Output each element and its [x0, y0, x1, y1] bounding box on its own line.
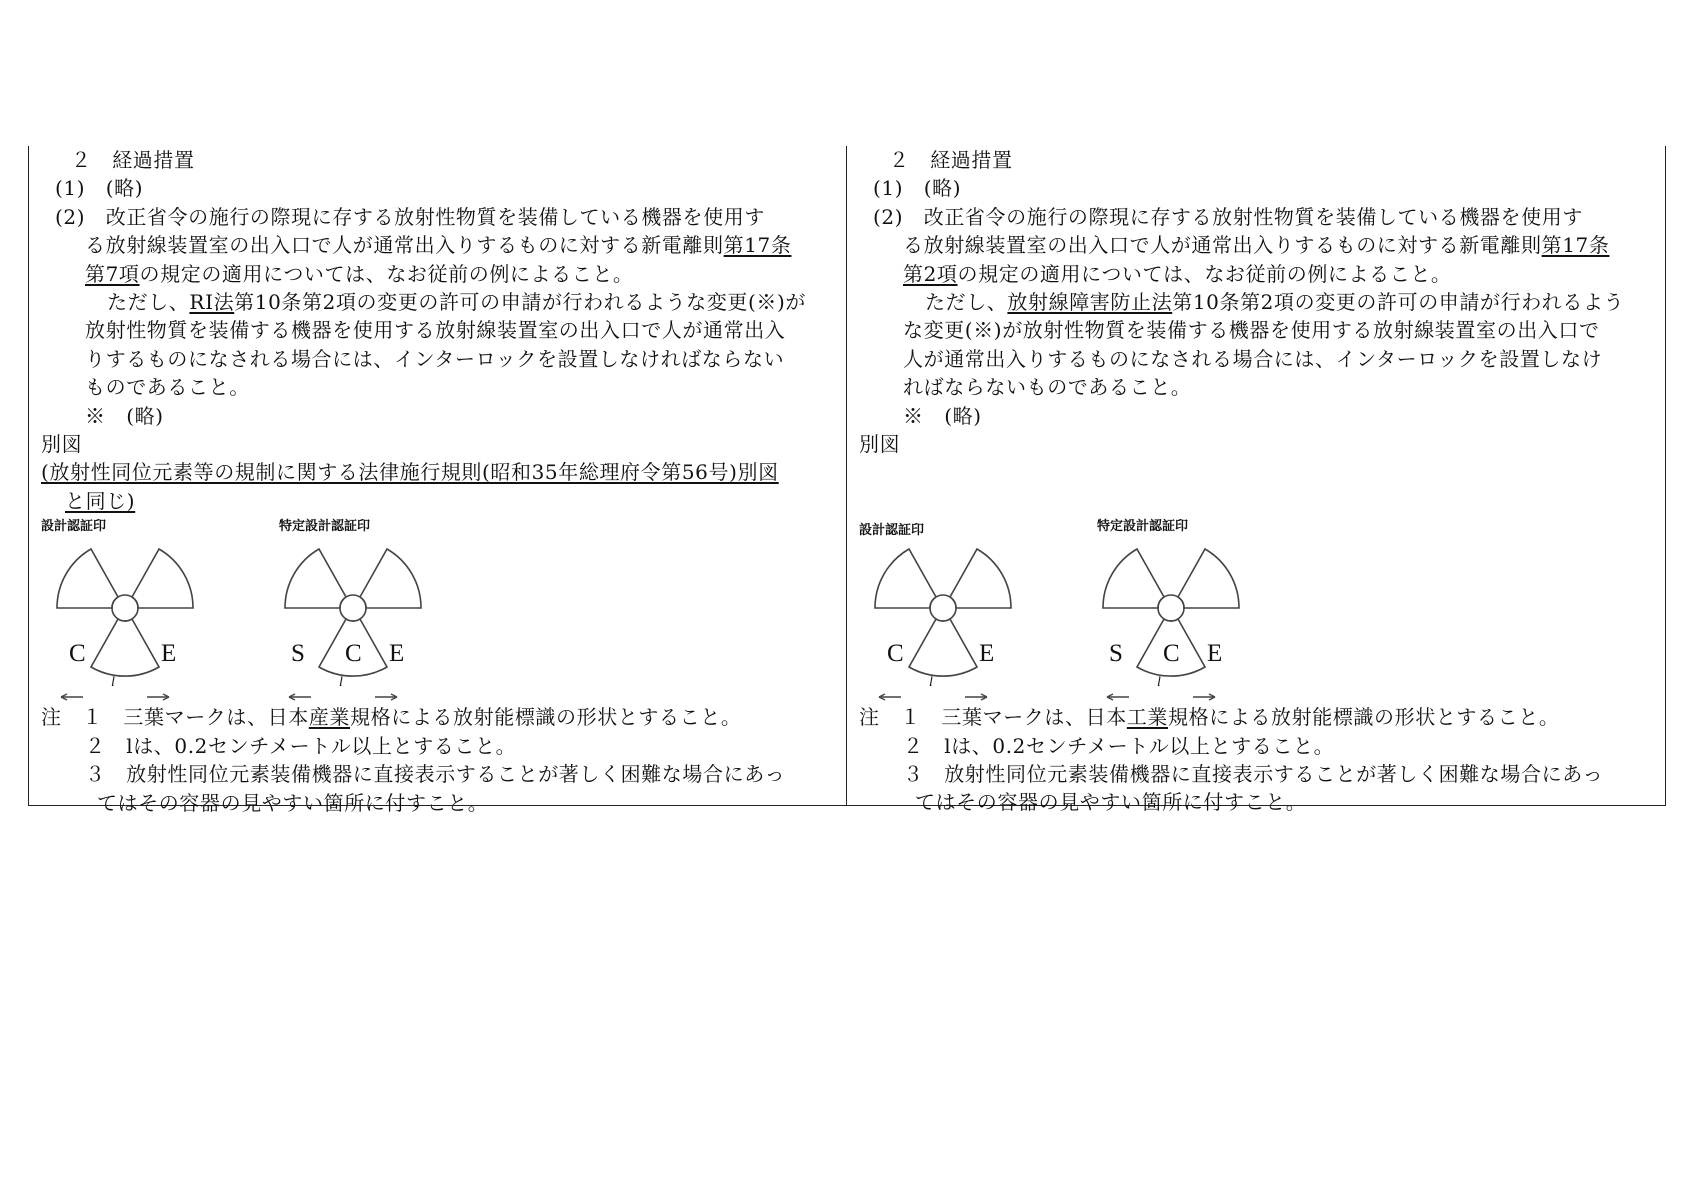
- left-column: [29, 146, 847, 815]
- item-2-line-1: (2) 改正省令の施行の際現に存する放射性物質を装備している機器を使用す: [873, 204, 1583, 229]
- item-1: (1) (略): [873, 176, 962, 201]
- right-column: [847, 146, 1665, 815]
- proviso-text: 第10条第2項の変更の許可の申請が行われるような変更(※)が: [234, 290, 806, 315]
- fig-title: 設計認証印: [859, 523, 925, 539]
- fig-title: 特定設計認証印: [1097, 519, 1189, 535]
- dimension-l: l: [1157, 675, 1161, 691]
- trefoil-icon: [1087, 537, 1287, 707]
- amended-text: 工業: [1126, 705, 1169, 730]
- letter-e: E: [1207, 640, 1223, 668]
- letter-c: C: [345, 640, 362, 668]
- proviso-text: ただし、: [107, 290, 190, 315]
- section-heading: ２ 経過措置: [889, 148, 1013, 172]
- dimension-l: l: [929, 675, 933, 691]
- proviso-line-2: な変更(※)が放射性物質を装備する機器を使用する放射線装置室の出入口で: [903, 318, 1600, 343]
- proviso-line-3: 人が通常出入りするものになされる場合には、インターロックを設置しなけ: [903, 346, 1603, 371]
- fig-title: 特定設計認証印: [279, 519, 371, 535]
- mark-figures: [41, 515, 836, 703]
- amended-text: RI法: [189, 290, 235, 315]
- blank-line: [859, 487, 1655, 515]
- proviso-line-1: [41, 288, 836, 316]
- item-2-line-1: (2) 改正省令の施行の際現に存する放射性物質を装備している機器を使用す: [55, 204, 765, 229]
- proviso-line-4: ればならないものであること。: [903, 375, 1192, 400]
- item-2-line-3: [41, 260, 836, 288]
- kome-note: ※ (略): [903, 403, 982, 428]
- note-text: 注 １ 三葉マークは、日本: [859, 705, 1127, 730]
- betsuzu-label: 別図: [41, 432, 83, 457]
- amended-text: 産業: [308, 705, 351, 730]
- note-3-line-2: てはその容器の見やすい箇所に付すこと。: [97, 790, 489, 815]
- betsuzu-ref-line-2: [41, 487, 836, 515]
- letter-s: S: [1109, 640, 1123, 668]
- amended-text: と同じ): [65, 488, 136, 513]
- note-2: ２ lは、0.2センチメートル以上とすること。: [85, 733, 517, 758]
- kome-note: ※ (略): [85, 403, 164, 428]
- note-2: ２ lは、0.2センチメートル以上とすること。: [903, 733, 1335, 758]
- letter-e: E: [979, 640, 995, 668]
- item-2-text: の規定の適用については、なお従前の例によること。: [957, 261, 1452, 286]
- note-3-line-2: てはその容器の見やすい箇所に付すこと。: [915, 790, 1307, 815]
- amended-text: 第17条: [723, 233, 792, 258]
- item-2-line-3: [859, 260, 1655, 288]
- dimension-l: l: [339, 675, 343, 691]
- item-2-text: る放射線装置室の出入口で人が通常出入りするものに対する新電離則: [903, 233, 1542, 258]
- comparison-table: [28, 146, 1666, 815]
- letter-e: E: [161, 640, 177, 668]
- amended-text: 放射線障害防止法: [1007, 290, 1173, 315]
- note-text: 注 １ 三葉マークは、日本: [41, 705, 309, 730]
- trefoil-icon: [41, 537, 241, 707]
- note-3-line-1: ３ 放射性同位元素装備機器に直接表示することが著しく困難な場合にあっ: [85, 762, 786, 787]
- letter-s: S: [291, 640, 305, 668]
- amended-text: 第2項: [903, 261, 958, 286]
- item-2-text: る放射線装置室の出入口で人が通常出入りするものに対する新電離則: [85, 233, 724, 258]
- proviso-line-1: [859, 288, 1655, 316]
- letter-c: C: [887, 640, 904, 668]
- item-2-line-2: [859, 231, 1655, 259]
- note-1: [41, 703, 836, 731]
- amended-text: 第7項: [85, 261, 140, 286]
- proviso-text: ただし、: [925, 290, 1008, 315]
- letter-c: C: [1163, 640, 1180, 668]
- betsuzu-ref-line-1: (放射性同位元素等の規制に関する法律施行規則(昭和35年総理府令第56号)別図: [41, 460, 779, 485]
- note-1: [859, 703, 1655, 731]
- proviso-line-3: りするものになされる場合には、インターロックを設置しなければならない: [85, 346, 785, 371]
- note-3-line-1: ３ 放射性同位元素装備機器に直接表示することが著しく困難な場合にあっ: [903, 762, 1604, 787]
- trefoil-icon: [859, 537, 1059, 707]
- item-1: (1) (略): [55, 176, 144, 201]
- betsuzu-label: 別図: [859, 432, 901, 457]
- section-heading: ２ 経過措置: [71, 148, 195, 172]
- letter-e: E: [389, 640, 405, 668]
- letter-c: C: [69, 640, 86, 668]
- blank-line: [859, 458, 1655, 486]
- fig-title: 設計認証印: [41, 519, 107, 535]
- item-2-line-2: [41, 231, 836, 259]
- note-text: 規格による放射能標識の形状とすること。: [350, 705, 742, 730]
- mark-figures: [859, 515, 1655, 703]
- proviso-line-4: ものであること。: [85, 375, 250, 400]
- proviso-line-2: 放射性物質を装備する機器を使用する放射線装置室の出入口で人が通常出入: [85, 318, 786, 343]
- note-text: 規格による放射能標識の形状とすること。: [1168, 705, 1560, 730]
- trefoil-icon: [269, 537, 469, 707]
- item-2-text: の規定の適用については、なお従前の例によること。: [139, 261, 634, 286]
- proviso-text: 第10条第2項の変更の許可の申請が行われるよう: [1172, 290, 1625, 315]
- dimension-l: l: [111, 675, 115, 691]
- amended-text: 第17条: [1541, 233, 1610, 258]
